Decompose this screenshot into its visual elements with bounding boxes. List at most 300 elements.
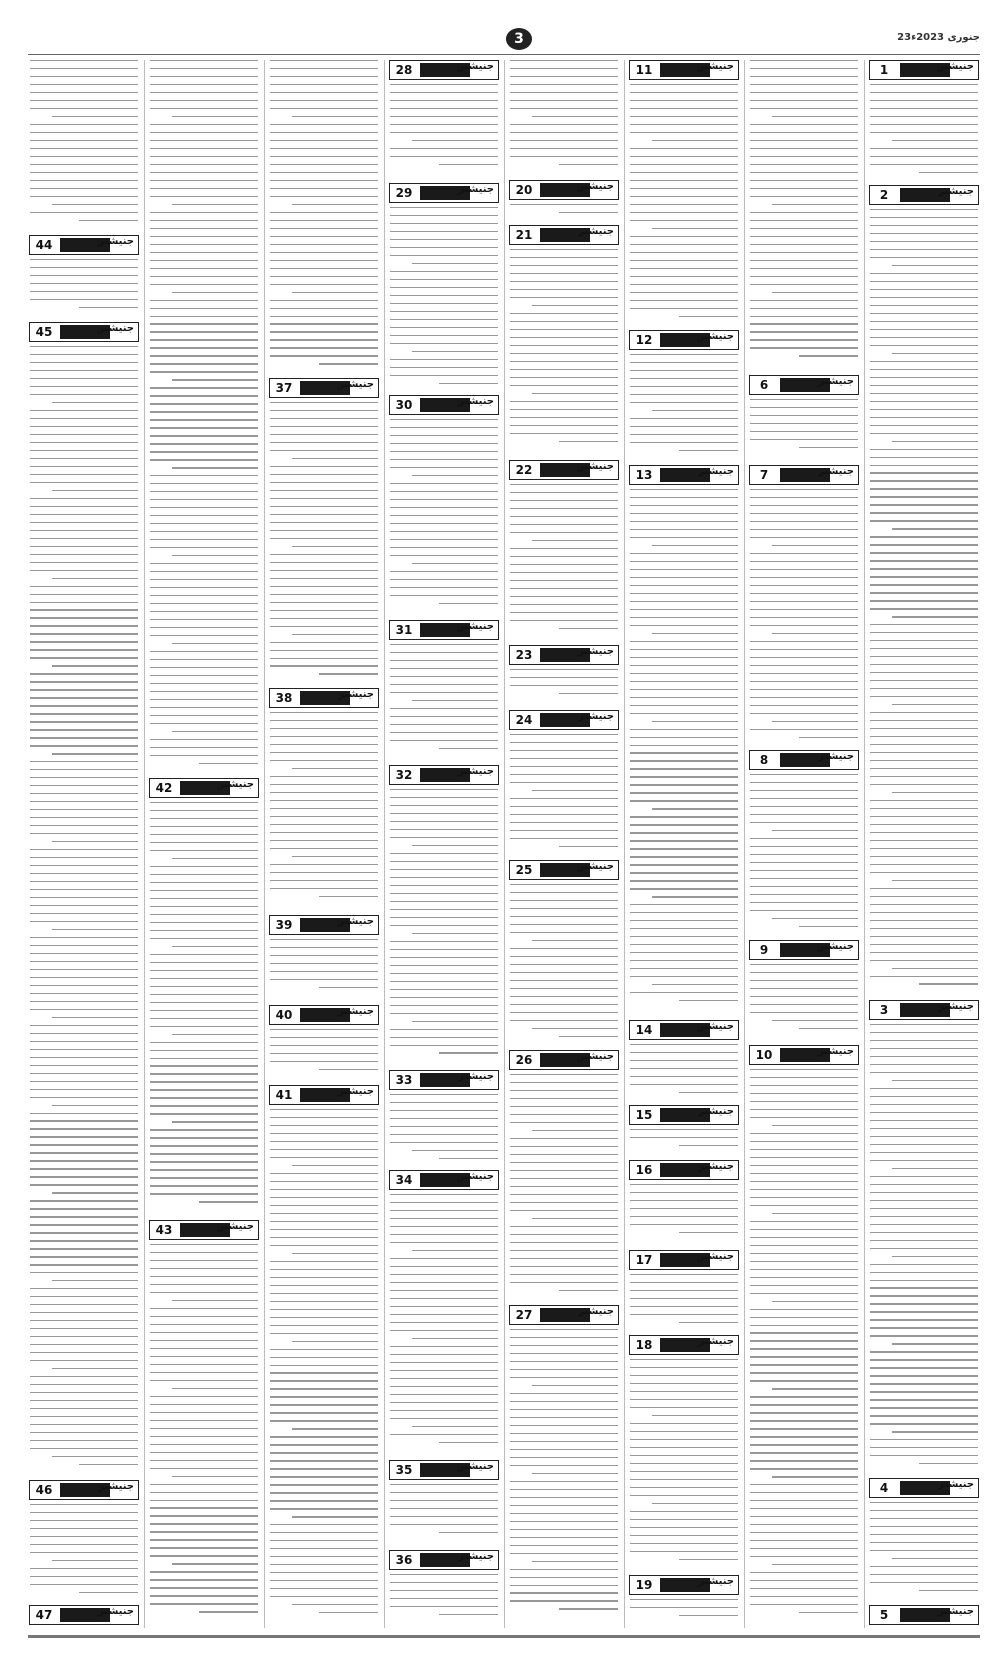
text-line [630,220,738,221]
text-line [30,394,138,395]
section-label: جنیشنر [338,379,374,390]
text-line [270,570,378,571]
article-text [270,60,378,374]
text-line [630,625,738,626]
item-number: 33 [390,1071,418,1089]
text-line [172,1563,258,1564]
text-line [510,1577,618,1578]
text-line [750,172,858,173]
text-line [30,172,138,173]
text-line [870,584,978,585]
text-line [870,1518,978,1519]
text-line [270,872,378,873]
text-line [390,1005,498,1006]
text-line [870,329,978,330]
text-line [532,1130,618,1131]
text-line [870,872,978,873]
text-line [870,720,978,721]
text-line [390,917,498,918]
text-line [870,1399,978,1400]
text-line [30,1400,138,1401]
text-line [30,1089,138,1090]
text-line [30,291,138,292]
text-line [750,316,858,317]
text-line [679,1615,738,1616]
item-number: 29 [390,184,418,202]
text-line [30,1520,138,1521]
text-line [750,84,858,85]
text-line [30,1272,138,1273]
text-line [270,618,378,619]
text-line [630,1367,738,1368]
text-line [390,359,498,360]
text-line [390,692,498,693]
text-line [630,370,738,371]
item-number: 15 [630,1106,658,1124]
text-line [30,602,138,603]
text-line [870,156,978,157]
article-text [150,802,258,1216]
text-line [30,1240,138,1241]
text-line [510,492,618,493]
text-line [390,861,498,862]
text-line [630,386,738,387]
text-line [630,1423,738,1424]
text-line [439,164,498,165]
text-line [292,292,378,293]
text-line [750,1012,858,1013]
text-line [30,108,138,109]
text-line [510,60,618,61]
text-line [870,712,978,713]
text-line [390,821,498,822]
text-line [510,1082,618,1083]
text-line [30,156,138,157]
text-line [750,1556,858,1557]
text-line [750,1221,858,1222]
text-line [150,755,258,756]
text-line [510,742,618,743]
text-line [390,909,498,910]
text-line [270,939,378,940]
text-line [870,496,978,497]
text-line [510,596,618,597]
text-line [772,204,858,205]
text-line [30,697,138,698]
text-line [30,977,138,978]
text-line [630,960,738,961]
text-line [390,335,498,336]
text-line [390,311,498,312]
text-line [630,1479,738,1480]
text-line [510,900,618,901]
text-line [870,576,978,577]
text-line [870,1112,978,1113]
text-line [30,1336,138,1337]
text-line [870,369,978,370]
text-line [870,1295,978,1296]
text-line [510,1210,618,1211]
text-line [390,231,498,232]
text-line [750,228,858,229]
text-line [630,657,738,658]
text-line [150,1484,258,1485]
text-line [150,1587,258,1588]
text-line [30,1224,138,1225]
text-line [270,1596,378,1597]
text-line [510,1489,618,1490]
text-line [510,1162,618,1163]
article-text [30,259,138,318]
text-line [150,1308,258,1309]
text-line [270,626,378,627]
text-line [30,785,138,786]
section-label: جنیشنر [458,184,494,195]
text-line [510,1282,618,1283]
text-line [390,483,498,484]
text-line [270,1436,378,1437]
text-line [270,228,378,229]
text-line [30,594,138,595]
text-line [510,433,618,434]
text-line [30,1216,138,1217]
text-line [390,156,498,157]
text-line [750,1101,858,1102]
text-line [270,68,378,69]
text-line [630,1068,738,1069]
text-line [30,1033,138,1034]
text-line [150,483,258,484]
text-line [292,768,378,769]
text-line [870,1383,978,1384]
text-line [52,929,138,930]
section-label: جنیشنر [458,1071,494,1082]
text-line [270,1365,378,1366]
text-line [390,247,498,248]
text-line [270,1540,378,1541]
text-line [750,1460,858,1461]
text-line [270,1221,378,1222]
item-number: 46 [30,1481,58,1499]
text-line [150,1523,258,1524]
text-line [30,474,138,475]
text-line [270,1181,378,1182]
text-line [630,497,738,498]
text-line [150,651,258,652]
text-line [30,522,138,523]
text-line [750,100,858,101]
text-line [750,1540,858,1541]
text-line [150,978,258,979]
article-text [30,346,138,1476]
text-line [870,800,978,801]
text-line [270,602,378,603]
text-line [870,752,978,753]
text-line [30,514,138,515]
text-line [30,1081,138,1082]
text-line [30,649,138,650]
text-line [870,1056,978,1057]
text-line [870,1423,978,1424]
text-line [390,1134,498,1135]
text-line [150,667,258,668]
text-line [652,410,738,411]
section-label: جنیشنر [578,461,614,472]
item-number: 7 [750,466,778,484]
text-line [150,1097,258,1098]
text-line [510,297,618,298]
text-line [270,276,378,277]
text-line [510,524,618,525]
text-line [30,124,138,125]
text-line [390,116,498,117]
text-line [270,1061,378,1062]
text-line [270,1309,378,1310]
text-line [30,1416,138,1417]
text-line [510,156,618,157]
text-line [150,1065,258,1066]
text-line [270,1460,378,1461]
text-line [630,92,738,93]
text-line [390,1314,498,1315]
text-line [510,281,618,282]
text-line [750,1133,858,1134]
text-line [150,1042,258,1043]
item-header [629,60,739,80]
text-line [750,331,858,332]
text-line [630,936,738,937]
text-line [630,1439,738,1440]
text-line [30,275,138,276]
text-line [150,1340,258,1341]
text-line [870,425,978,426]
column-divider [864,60,865,1628]
text-line [390,491,498,492]
text-line [150,1364,258,1365]
text-line [270,736,378,737]
text-line [30,1120,138,1121]
text-line [150,603,258,604]
text-line [870,808,978,809]
text-line [652,228,738,229]
text-line [270,1333,378,1334]
text-line [870,1447,978,1448]
text-line [150,922,258,923]
text-line [750,593,858,594]
text-line [150,523,258,524]
text-line [870,1072,978,1073]
text-line [30,1320,138,1321]
text-line [772,1213,858,1214]
text-line [30,1288,138,1289]
text-line [870,688,978,689]
text-line [150,180,258,181]
text-line [390,1394,498,1395]
item-header [149,1220,259,1240]
text-line [390,124,498,125]
text-line [870,592,978,593]
text-line [412,1150,498,1151]
column-divider [264,60,265,1628]
text-line [870,1367,978,1368]
text-line [870,433,978,434]
text-line [390,1258,498,1259]
text-line [750,513,858,514]
text-line [630,426,738,427]
text-line [870,480,978,481]
text-line [750,1317,858,1318]
text-line [870,217,978,218]
text-line [30,546,138,547]
text-line [270,586,378,587]
section-label: جنیشنر [578,1306,614,1317]
text-line [630,1274,738,1275]
text-line [630,308,738,309]
text-line [30,793,138,794]
text-line [510,1266,618,1267]
text-line [30,1176,138,1177]
text-line [750,964,858,965]
text-line [750,323,858,324]
text-line [412,140,498,141]
text-line [319,673,378,674]
text-line [150,906,258,907]
text-line [870,1176,978,1177]
text-line [270,1396,378,1397]
article-text [630,1359,738,1571]
text-line [892,1343,978,1344]
text-line [750,164,858,165]
text-line [30,1065,138,1066]
text-line [750,846,858,847]
text-line [510,814,618,815]
text-line [870,385,978,386]
text-line [630,976,738,977]
text-line [150,834,258,835]
text-line [52,665,138,666]
item-header [629,1020,739,1040]
text-line [532,1385,618,1386]
text-line [30,1424,138,1425]
text-line [750,972,858,973]
text-line [510,1361,618,1362]
text-line [270,947,378,948]
section-label: جنیشنر [338,689,374,700]
item-number: 28 [390,61,418,79]
text-line [292,1253,378,1254]
text-line [630,148,738,149]
text-line [150,882,258,883]
text-line [150,707,258,708]
text-line [870,696,978,697]
text-line [30,881,138,882]
item-number: 21 [510,226,538,244]
text-line [150,954,258,955]
text-line [630,1076,738,1077]
text-line [150,1284,258,1285]
text-line [390,84,498,85]
text-line [172,379,258,380]
text-line [150,1292,258,1293]
text-line [870,225,978,226]
text-line [270,824,378,825]
section-label: جنیشنر [98,1481,134,1492]
text-line [510,257,618,258]
text-line [510,484,618,485]
text-line [750,1157,858,1158]
item-number: 37 [270,379,298,397]
text-line [750,1572,858,1573]
text-line [172,643,258,644]
item-number: 34 [390,1171,418,1189]
text-line [270,530,378,531]
text-line [630,300,738,301]
text-line [892,1558,978,1559]
text-line [390,660,498,661]
text-line [630,1359,738,1360]
text-line [630,1290,738,1291]
text-line [270,450,378,451]
text-line [30,897,138,898]
text-line [390,1524,498,1525]
text-line [870,1359,978,1360]
text-line [750,1396,858,1397]
text-line [52,578,138,579]
text-line [150,395,258,396]
text-line [270,658,378,659]
text-line [510,417,618,418]
text-line [150,236,258,237]
section-label: جنیشنر [338,1086,374,1097]
item-header [389,620,499,640]
text-line [510,572,618,573]
text-line [510,385,618,386]
text-line [150,826,258,827]
text-line [270,514,378,515]
item-header [269,378,379,398]
text-line [390,1306,498,1307]
text-line [270,148,378,149]
text-line [30,833,138,834]
text-line [270,418,378,419]
text-line [510,1353,618,1354]
text-line [630,116,738,117]
text-line [892,265,978,266]
text-line [390,327,498,328]
text-line [150,300,258,301]
text-line [270,562,378,563]
text-line [270,594,378,595]
section-label: جنیشنر [698,1576,734,1587]
article-text [510,484,618,641]
text-line [150,715,258,716]
text-line [150,1073,258,1074]
text-line [270,1213,378,1214]
text-line [510,1457,618,1458]
item-number: 31 [390,621,418,639]
text-line [30,737,138,738]
section-label: جنیشنر [698,1336,734,1347]
text-line [510,329,618,330]
text-line [150,308,258,309]
section-label: جنیشنر [698,331,734,342]
item-header [509,860,619,880]
text-line [270,252,378,253]
article-text [750,60,858,371]
text-line [390,797,498,798]
text-line [390,837,498,838]
text-line [150,595,258,596]
